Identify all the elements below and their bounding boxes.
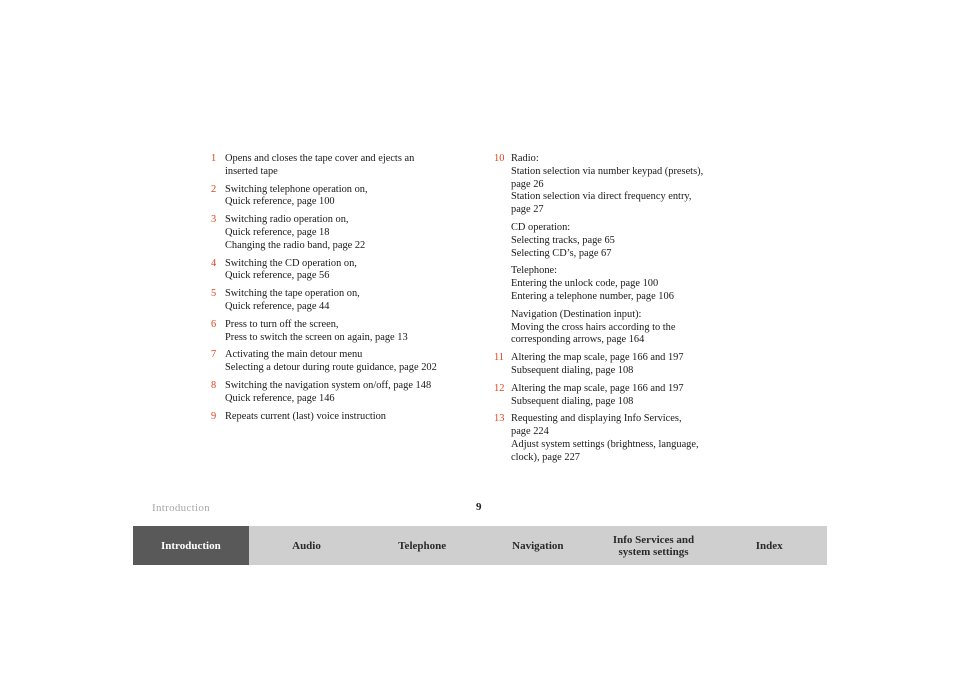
tab-navigation[interactable]: Navigation (512, 539, 564, 552)
list-item (211, 349, 481, 375)
list-item (211, 411, 481, 424)
item-line: Opens and closes the tape cover and ejects an (225, 153, 415, 164)
item-line: Entering a telephone number, page 106 (511, 290, 674, 302)
item-number: 2 (211, 183, 217, 195)
tab-telephone[interactable]: Telephone (398, 539, 447, 552)
item-line: Switching radio operation on, (225, 214, 349, 226)
item-line: Telephone: (511, 265, 558, 277)
item-line: Subsequent dialing, page 108 (511, 364, 634, 376)
item-line: Press to switch the screen on again, page 13 (225, 331, 408, 343)
item-line: Selecting CD’s, page 67 (511, 247, 612, 259)
item-line: Quick reference, page 18 (225, 226, 330, 238)
item-line: Press to turn off the screen, (225, 318, 339, 330)
item-number: 8 (211, 379, 217, 391)
item-line: Subsequent dialing, page 108 (511, 395, 634, 407)
list-item (211, 288, 481, 314)
list-item (211, 214, 481, 252)
item-text (225, 153, 481, 179)
item-number: 11 (494, 352, 505, 364)
item-number: 6 (211, 318, 217, 330)
item-text (225, 288, 481, 314)
list-item (494, 352, 754, 378)
item-line: Switching the tape operation on, (225, 288, 360, 300)
list-item (211, 380, 481, 406)
item-number: 13 (494, 413, 505, 425)
item-line: Quick reference, page 56 (225, 270, 330, 282)
item-line: Changing the radio band, page 22 (225, 239, 366, 251)
list-item (494, 153, 754, 347)
item-line: Switching the navigation system on/off, page 148 (225, 379, 432, 391)
item-line: Station selection via direct frequency entry, (511, 191, 692, 203)
item-text (511, 413, 754, 464)
radio-block (511, 153, 754, 217)
item-line: Quick reference, page 146 (225, 392, 335, 404)
item-line: Repeats current (last) voice instruction (225, 410, 386, 422)
item-text (225, 411, 481, 424)
list-item (211, 319, 481, 345)
running-head: Introduction (152, 502, 210, 514)
item-text (511, 153, 754, 347)
cd-block (511, 222, 754, 260)
item-line: Adjust system settings (brightness, language, (511, 438, 699, 450)
item-text (225, 349, 481, 375)
list-item (494, 383, 754, 409)
item-text (225, 380, 481, 406)
tab-introduction[interactable]: Introduction (133, 526, 249, 565)
item-text (511, 383, 754, 409)
item-number: 4 (211, 257, 217, 269)
item-line: clock), page 227 (511, 451, 580, 463)
item-number: 12 (494, 382, 505, 394)
tab-audio[interactable]: Audio (292, 539, 321, 552)
list-item (211, 258, 481, 284)
item-line: Quick reference, page 100 (225, 196, 335, 208)
item-line: Radio: (511, 153, 539, 164)
item-line: Navigation (Destination input): (511, 308, 642, 320)
item-line: Entering the unlock code, page 100 (511, 278, 659, 290)
telephone-block (511, 265, 754, 303)
tab-info-services[interactable]: Info Services and system settings (612, 533, 695, 558)
item-number: 5 (211, 288, 217, 300)
item-text (511, 352, 754, 378)
list-item (211, 184, 481, 210)
item-number: 1 (211, 153, 217, 164)
item-number: 7 (211, 349, 217, 361)
item-line: corresponding arrows, page 164 (511, 334, 645, 346)
page-number: 9 (476, 501, 482, 513)
item-text (225, 319, 481, 345)
item-text (225, 214, 481, 252)
item-number: 3 (211, 214, 217, 226)
item-line: inserted tape (225, 165, 278, 177)
item-line: Altering the map scale, page 166 and 197 (511, 382, 684, 394)
item-text (225, 258, 481, 284)
item-line: Selecting a detour during route guidance, page 202 (225, 362, 437, 374)
item-line: Station selection via number keypad (presets), (511, 165, 704, 177)
list-item (494, 413, 754, 464)
item-line: Switching telephone operation on, (225, 183, 368, 195)
tab-index[interactable]: Index (755, 539, 783, 552)
right-column (494, 153, 754, 470)
list-item (211, 153, 481, 179)
item-line: Switching the CD operation on, (225, 257, 357, 269)
left-column (211, 153, 481, 428)
item-line: page 26 (511, 178, 544, 190)
item-line: page 27 (511, 204, 544, 216)
item-line: Selecting tracks, page 65 (511, 234, 615, 246)
item-line: Quick reference, page 44 (225, 300, 330, 312)
navigation-block (511, 309, 754, 347)
section-tab-bar (133, 526, 827, 565)
item-line: Activating the main detour menu (225, 349, 363, 361)
item-line: Moving the cross hairs according to the (511, 321, 676, 333)
item-line: page 224 (511, 426, 549, 438)
item-line: Requesting and displaying Info Services, (511, 413, 682, 425)
item-number: 10 (494, 153, 505, 164)
item-line: Altering the map scale, page 166 and 197 (511, 352, 684, 364)
item-line: CD operation: (511, 221, 571, 233)
item-number: 9 (211, 410, 217, 422)
item-text (225, 184, 481, 210)
